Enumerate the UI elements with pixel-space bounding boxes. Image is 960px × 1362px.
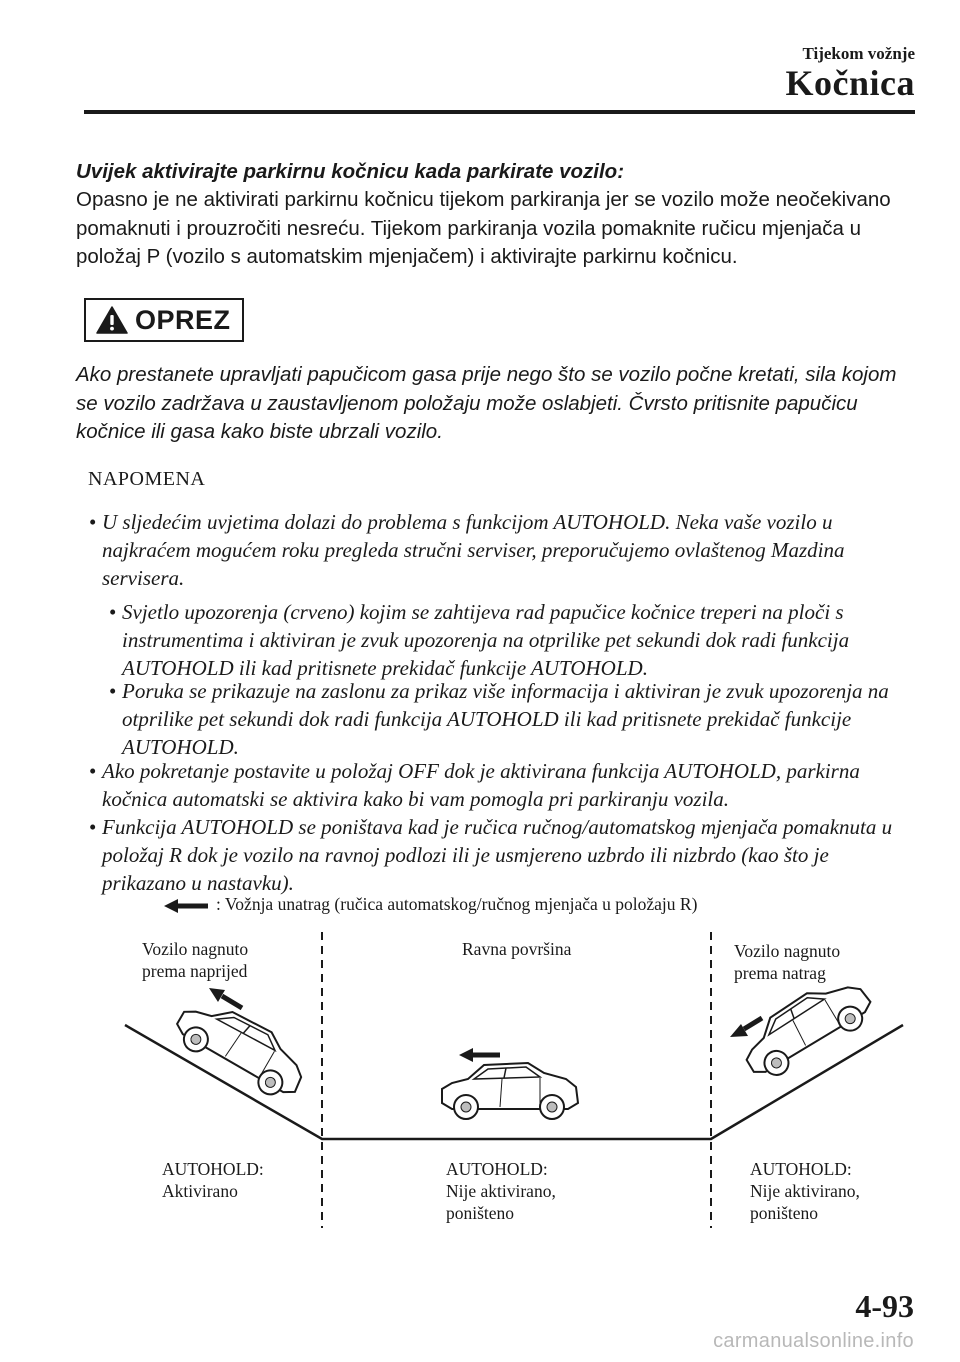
car-uphill	[733, 968, 878, 1086]
bullet: •	[89, 510, 97, 534]
bullet: •	[89, 759, 97, 783]
autohold-figure	[0, 888, 960, 1248]
page-number: 4-93	[855, 1288, 914, 1324]
watermark: carmanualsonline.info	[713, 1330, 914, 1352]
car-flat	[442, 1063, 578, 1119]
panel-title: Ravna površina	[462, 939, 572, 959]
bullet: •	[109, 679, 117, 703]
section-title: Tijekom vožnje	[802, 44, 915, 63]
caution-badge	[84, 298, 244, 342]
caution-label: OPREZ	[135, 304, 231, 335]
note-item: • U sljedećim uvjetima dolazi do problema s funkcijom AUTOHOLD. Neka vaše vozilo u najkraćem mogućem roku pregleda stručni serviser, preporučujemo ovlaštenog Mazdina servisera.	[89, 510, 845, 590]
panel-status: AUTOHOLD: Nije aktivirano, poništeno	[446, 1159, 556, 1223]
note-sub-item: • Svjetlo upozorenja (crveno) kojim se zahtijeva rad papučice kočnice treperi na ploči s instrumentima i aktiviran je zvuk upozorenja na otprilike pet sekundi dok radi funkcija AUTOHOLD ili kad pritisnete prekidač funkcije AUTOHOLD.	[109, 600, 850, 680]
header-divider	[84, 110, 915, 114]
note-item: • Ako pokretanje postavite u položaj OFF dok je aktivirana funkcija AUTOHOLD, parkirna kočnica automatski se aktivira kako bi vam pomogla pri parkiranju vozila.	[89, 759, 860, 811]
reverse-arrow-downhill	[209, 988, 242, 1008]
reverse-arrow-uphill	[730, 1018, 762, 1037]
note-sub-item: • Poruka se prikazuje na zaslonu za prikaz više informacija i aktiviran je zvuk upozorenja na otprilike pet sekundi dok radi funkcija AUTOHOLD ili kad pritisnete prekidač funkcije AUTOHOLD.	[109, 679, 889, 759]
reverse-arrow-legend-icon	[164, 899, 208, 913]
warning-triangle-icon	[96, 306, 128, 334]
note-item: • Funkcija AUTOHOLD se poništava kad je ručica ručnog/automatskog mjenjača pomaknuta u položaj R dok je vozilo na ravnoj podlozi ili je usmjereno uzbrdo ili nizbrdo (kao što je prikazano u nastavku).	[89, 815, 893, 895]
caution-text: Ako prestanete upravljati papučicom gasa prije nego što se vozilo počne kretati, sila kojom se vozilo zadržava u zaustavljenom položaju može oslabjeti. Čvrsto pritisnite papučicu kočnice ili gasa kako biste ubrzali vozilo.	[76, 363, 897, 443]
page-title: Kočnica	[785, 63, 915, 103]
bullet: •	[109, 600, 117, 624]
figure-legend: : Vožnja unatrag (ručica automatskog/ručnog mjenjača u položaju R)	[216, 894, 698, 914]
panel-title: Vozilo nagnuto prema natrag	[734, 941, 841, 983]
panel-status: AUTOHOLD: Aktivirano	[162, 1159, 264, 1201]
note-title: NAPOMENA	[88, 468, 206, 490]
warning-text: Opasno je ne aktivirati parkirnu kočnicu tijekom parkiranja jer se vozilo može neočekivano pomaknuti i prouzročiti nesreću. Tijekom parkiranja vozila pomaknite ručicu mjenjača u položaj P (vozilo s automatskim mjenjačem) i aktivirajte parkirnu kočnicu.	[76, 188, 891, 268]
warning-heading: Uvijek aktivirajte parkirnu kočnicu kada parkirate vozilo:	[76, 160, 625, 183]
panel-status: AUTOHOLD: Nije aktivirano, poništeno	[750, 1159, 860, 1223]
reverse-arrow-flat	[459, 1048, 500, 1062]
bullet: •	[89, 815, 97, 839]
panel-title: Vozilo nagnuto prema naprijed	[142, 939, 249, 981]
